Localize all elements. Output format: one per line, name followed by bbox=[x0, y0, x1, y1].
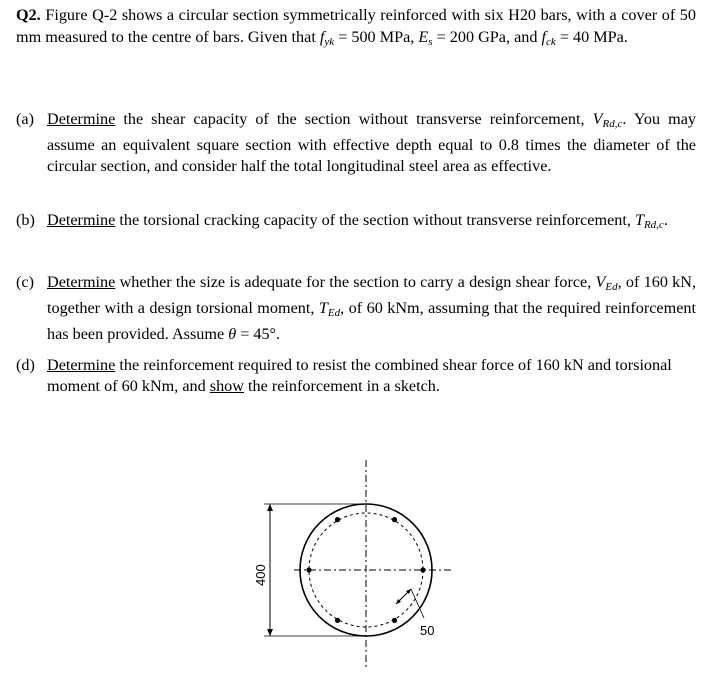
part-b bbox=[16, 210, 696, 236]
part-c-symbol-t: T bbox=[318, 299, 328, 317]
part-a-symbol: V bbox=[592, 110, 603, 128]
question-number: Q2. bbox=[16, 6, 41, 24]
question-intro bbox=[16, 4, 696, 53]
fyk-symbol: f bbox=[319, 28, 325, 46]
part-c-text-4: = 45°. bbox=[236, 325, 281, 343]
part-a-text-1: the shear capacity of the section without transverse reinforcement, bbox=[115, 110, 593, 128]
part-d-verb: Determine bbox=[47, 356, 116, 374]
part-a-text-2: . You may assume an equivalent square section with effective depth equal to 0.8 times the diameter of the circular section, and consider half the total longitudinal steel area as effective. bbox=[47, 110, 696, 175]
part-a-subscript: Rd,c bbox=[602, 118, 623, 130]
es-subscript: s bbox=[428, 36, 433, 48]
part-b-text-2: . bbox=[663, 211, 668, 229]
part-c-text-2: , of 160 kN, together with a design torsional moment, bbox=[47, 273, 696, 317]
diameter-arrowhead-top bbox=[267, 504, 273, 511]
part-c bbox=[16, 272, 696, 345]
part-b-symbol: T bbox=[634, 211, 644, 229]
part-d-text-1: the reinforcement required to resist the combined shear force of 160 kN and torsional moment of 60 kNm, and bbox=[47, 356, 672, 395]
part-b-verb: Determine bbox=[47, 211, 116, 229]
fyk-value: = 500 MPa, bbox=[334, 28, 419, 46]
part-c-text bbox=[47, 272, 696, 345]
figure-q2 bbox=[250, 458, 470, 672]
part-d-verb-2: show bbox=[209, 377, 244, 395]
rebar-bar bbox=[335, 517, 340, 522]
fyk-subscript: yk bbox=[324, 36, 335, 48]
intro-text: Figure Q-2 shows a circular section symmetrically reinforced with six H20 bars, with a cover of 50 mm measured to the centre of bars. Given that bbox=[16, 6, 696, 46]
cover-label: 50 bbox=[420, 623, 435, 638]
fck-value: = 40 MPa. bbox=[555, 28, 628, 46]
part-c-subscript-t: Ed bbox=[327, 307, 341, 319]
rebar-bar bbox=[420, 567, 425, 572]
rebar-bar bbox=[306, 567, 311, 572]
es-value: = 200 GPa, and bbox=[432, 28, 542, 46]
rebar-bar bbox=[392, 618, 397, 623]
part-a bbox=[16, 109, 696, 177]
part-c-text-1: whether the size is adequate for the section to carry a design shear force, bbox=[115, 273, 596, 291]
part-b-subscript: Rd,c bbox=[643, 219, 664, 231]
part-c-theta: θ bbox=[228, 325, 237, 343]
part-b-text-1: the torsional cracking capacity of the section without transverse reinforcement, bbox=[115, 211, 635, 229]
es-symbol: E bbox=[418, 28, 429, 46]
part-c-label: (c) bbox=[16, 273, 34, 291]
part-c-symbol-v: V bbox=[595, 273, 606, 291]
part-d-text bbox=[47, 355, 696, 397]
part-c-subscript-v: Ed bbox=[605, 281, 618, 293]
part-d-label: (d) bbox=[16, 356, 35, 374]
fck-subscript: ck bbox=[546, 36, 556, 48]
part-c-verb: Determine bbox=[47, 273, 116, 291]
part-a-verb: Determine bbox=[47, 110, 116, 128]
rebar-bar bbox=[335, 618, 340, 623]
circular-section-drawing bbox=[250, 458, 470, 672]
part-b-text bbox=[47, 210, 696, 236]
part-a-text bbox=[47, 109, 696, 177]
part-d-text-2: the reinforcement in a sketch. bbox=[243, 377, 440, 395]
fck-symbol: f bbox=[541, 28, 546, 46]
diameter-arrowhead-bottom bbox=[267, 629, 273, 636]
diameter-label: 400 bbox=[253, 564, 268, 586]
part-b-label: (b) bbox=[16, 211, 35, 229]
part-a-label: (a) bbox=[16, 110, 34, 128]
part-c-text-3: , of 60 kNm, assuming that the required reinforcement has been provided. Assume bbox=[47, 299, 696, 343]
part-d bbox=[16, 355, 696, 397]
rebar-bar bbox=[392, 517, 397, 522]
